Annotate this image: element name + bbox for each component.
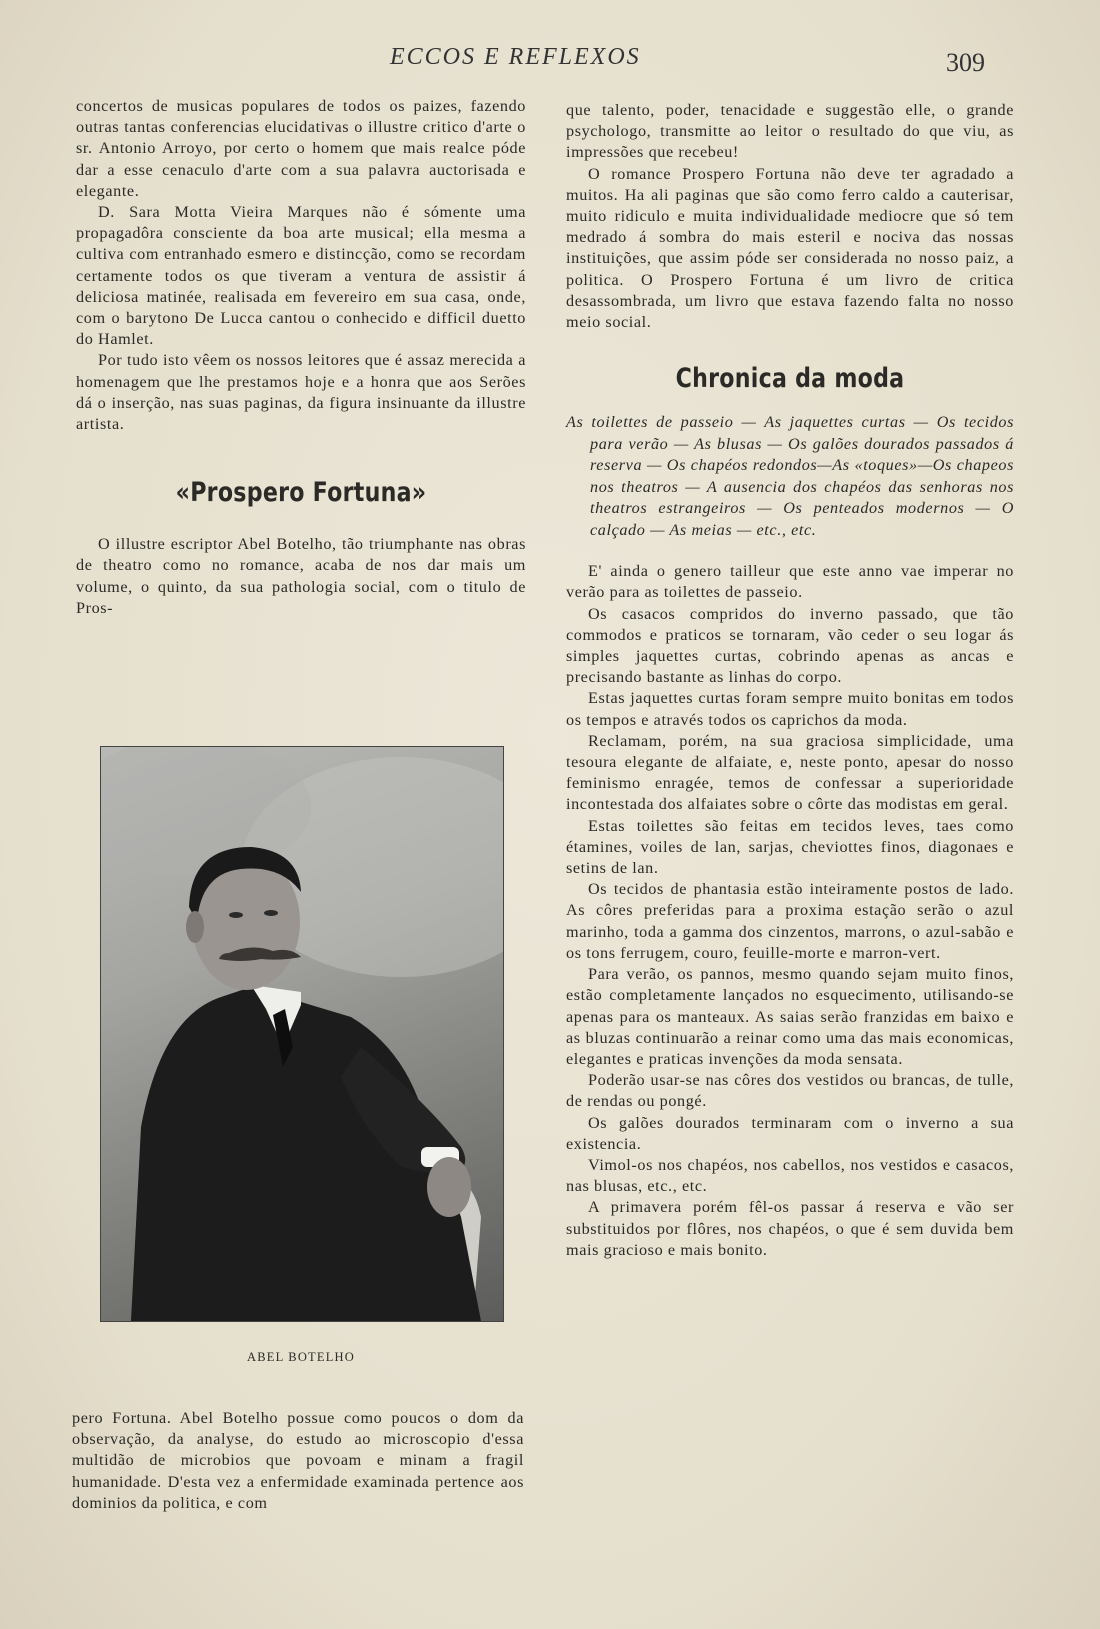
section-summary: As toilettes de passeio — As jaquettes curtas — Os tecidos para verão — As blusas — Os galões dourados passados á reserva — Os chapéos redondos—As «toques»—Os chapeos nos theatros — A ausencia dos chapéos das senhoras nos theatros estrangeiros — Os penteados modernos — O calçado — As meias — etc., etc. (566, 413, 1014, 539)
right-column (566, 100, 1014, 1261)
portrait-figure (101, 747, 503, 1321)
photo-caption: ABEL BOTELHO (246, 1350, 356, 1364)
paragraph: Reclamam, porém, na sua graciosa simplicidade, uma tesoura elegante de alfaiate, e, neste ponto, apesar do nosso feminismo enragée, temos de confessar a superioridade incontestada dos alfaiates sobre o côrte das modistas em geral. (566, 731, 1014, 814)
paragraph: Vimol-os nos chapéos, nos cabellos, nos vestidos e casacos, nas blusas, etc., etc. (566, 1155, 1014, 1196)
paragraph: Os tecidos de phantasia estão inteiramente postos de lado. As côres preferidas para a proxima estação serão o azul marinho, toda a gamma dos cinzentos, marrons, o azul-sabão e os tons ferrugem, couro, feuille-morte e marron-vert. (566, 880, 1014, 962)
paragraph: concertos de musicas populares de todos os paizes, fazendo outras tantas conferencias elucidativas o illustre critico d'arte o sr. Antonio Arroyo, por certo o homem que mais realce póde dar a esse cenaculo d'arte com a sua palavra auctorisada e elegante. (76, 97, 526, 200)
paragraph: Por tudo isto vêem os nossos leitores que é assaz merecida a homenagem que lhe prestamos hoje e a honra que aos Serões dá o inserção, nas suas paginas, da figura insinuante da illustre artista. (76, 351, 526, 434)
paragraph: A primavera porém fêl-os passar á reserva e vão ser substituidos por flôres, nos chapéos, o que é sem duvida bem mais gracioso e mais bonito. (566, 1198, 1014, 1259)
paragraph: O illustre escriptor Abel Botelho, tão triumphante nas obras de theatro como no romance, acaba de nos dar mais um volume, o quinto, da sua pathologia social, com o titulo de Pros- (76, 535, 526, 617)
paragraph: pero Fortuna. Abel Botelho possue como poucos o dom da observação, da analyse, do estudo ao microscopio d'essa multidão de microbios que povoam e minam a fragil humanidade. D'esta vez a enfermidade examinada pertence aos dominios da politica, e com (72, 1409, 524, 1512)
paragraph: Poderão usar-se nas côres dos vestidos ou brancas, de tulle, de rendas ou pongé. (566, 1071, 1014, 1111)
paragraph: Os casacos compridos do inverno passado, que tão commodos e praticos se tornaram, vão ceder o seu logar ás simples jaquettes curtas, cobrindo apenas as ancas e precisando bastante as linhas do corpo. (566, 604, 1014, 687)
paragraph: que talento, poder, tenacidade e suggestão elle, o grande psychologo, transmitte ao leitor o resultado do que viu, as impressões que recebeu! (566, 101, 1014, 162)
section-title-prospero-fortuna: «Prospero Fortuna» (175, 477, 427, 509)
paragraph: Para verão, os pannos, mesmo quando sejam muito finos, estão completamente lançados no esquecimento, utilisando-se apenas para os manteaux. As saias serão franzidas em baixo e as bluzas continuarão a reinar como uma das mais economicas, elegantes e praticas invenções da moda sensata. (566, 965, 1014, 1068)
paragraph: Estas toilettes são feitas em tecidos leves, taes como étamines, voiles de lan, sarjas, cheviottes finos, diagonaes e setins de lan. (566, 816, 1014, 878)
section-title-chronica-da-moda: Chronica da moda (675, 363, 905, 395)
page-number: 309 (946, 48, 985, 77)
paragraph: O romance Prospero Fortuna não deve ter agradado a muitos. Ha ali paginas que são como ferro caldo a cauterisar, muito ridiculo e muita individualidade mediocre que só tem medrado á sombra do mais esteril e nociva das nossas instituições, que assim póde ser considerada no nosso paiz, a politica. O Prospero Fortuna é um livro de critica desassombrada, um livro que estava fazendo falta no nosso meio social. (566, 164, 1014, 332)
running-title: ECCOS E REFLEXOS (390, 44, 641, 70)
paragraph: E' ainda o genero tailleur que este anno vae imperar no verão para as toilettes de passeio. (566, 562, 1014, 602)
portrait-photo (100, 746, 504, 1322)
left-column-continuation (72, 1408, 524, 1514)
paragraph: D. Sara Motta Vieira Marques não é sómente uma propagadôra consciente da boa arte musical; ella mesma a cultiva com entranhado esmero e distincção, como se recordam certamente todos os que tiveram a ventura de assistir á deliciosa matinée, realisada em fevereiro em sua casa, onde, com o barytono De Lucca cantou o conhecido e difficil duetto do Hamlet. (76, 203, 526, 349)
left-column (76, 96, 526, 619)
paragraph: Estas jaquettes curtas foram sempre muito bonitas em todos os tempos e através todos os caprichos da moda. (566, 689, 1014, 729)
paragraph: Os galões dourados terminaram com o inverno a sua existencia. (566, 1113, 1014, 1153)
